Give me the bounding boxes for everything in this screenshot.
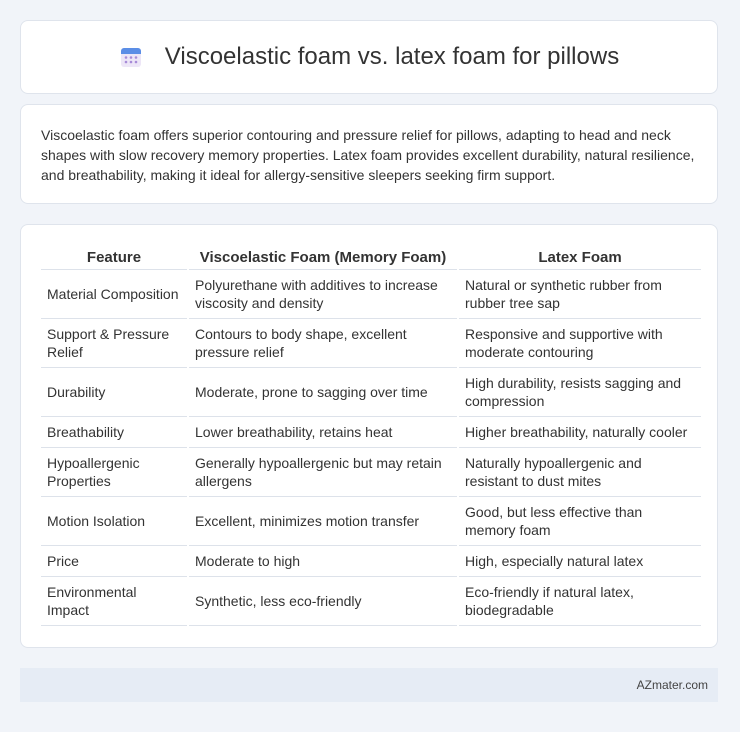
title-card	[20, 20, 718, 94]
page-title: Viscoelastic foam vs. latex foam for pillows	[164, 43, 620, 70]
table-cell: Higher breathability, naturally cooler	[459, 417, 701, 448]
table-cell: Polyurethane with additives to increase viscosity and density	[189, 270, 457, 319]
table-cell: Good, but less effective than memory foam	[459, 497, 701, 546]
table-row	[41, 368, 701, 417]
table-row	[41, 417, 701, 448]
intro-text: Viscoelastic foam offers superior contouring and pressure relief for pillows, adapting to head and neck shapes with slow recovery memory properties. Latex foam provides excellent durability, natural resilience, and breathability, making it ideal for allergy-sensitive sleepers seeking firm support.	[41, 127, 695, 183]
table-cell: Motion Isolation	[41, 497, 187, 546]
table-cell: Generally hypoallergenic but may retain allergens	[189, 448, 457, 497]
table-row	[41, 497, 701, 546]
table-cell: Natural or synthetic rubber from rubber tree sap	[459, 270, 701, 319]
table-cell: Durability	[41, 368, 187, 417]
table-cell: Naturally hypoallergenic and resistant to dust mites	[459, 448, 701, 497]
table-cell: Material Composition	[41, 270, 187, 319]
table-cell: Eco-friendly if natural latex, biodegradable	[459, 577, 701, 626]
calendar-icon	[119, 45, 143, 69]
table-row	[41, 270, 701, 319]
footer-site-link[interactable]: AZmater.com	[636, 678, 708, 692]
table-cell: Hypoallergenic Properties	[41, 448, 187, 497]
table-row	[41, 448, 701, 497]
table-cell: Support & Pressure Relief	[41, 319, 187, 368]
table-cell: Excellent, minimizes motion transfer	[189, 497, 457, 546]
table-cell: Synthetic, less eco-friendly	[189, 577, 457, 626]
table-row	[41, 546, 701, 577]
table-cell: Contours to body shape, excellent pressure relief	[189, 319, 457, 368]
footer	[20, 668, 718, 702]
header-feature: Feature	[41, 245, 187, 270]
table-row	[41, 319, 701, 368]
header-viscoelastic: Viscoelastic Foam (Memory Foam)	[189, 245, 457, 270]
table-cell: Price	[41, 546, 187, 577]
intro-card	[20, 104, 718, 204]
header-latex: Latex Foam	[459, 245, 701, 270]
comparison-table	[39, 245, 703, 626]
table-cell: Lower breathability, retains heat	[189, 417, 457, 448]
table-cell: Moderate, prone to sagging over time	[189, 368, 457, 417]
table-cell: Moderate to high	[189, 546, 457, 577]
table-header-row	[41, 245, 701, 270]
table-cell: Breathability	[41, 417, 187, 448]
table-cell: High, especially natural latex	[459, 546, 701, 577]
table-cell: Environmental Impact	[41, 577, 187, 626]
table-row	[41, 577, 701, 626]
comparison-table-card	[20, 224, 718, 648]
table-cell: Responsive and supportive with moderate contouring	[459, 319, 701, 368]
table-cell: High durability, resists sagging and compression	[459, 368, 701, 417]
